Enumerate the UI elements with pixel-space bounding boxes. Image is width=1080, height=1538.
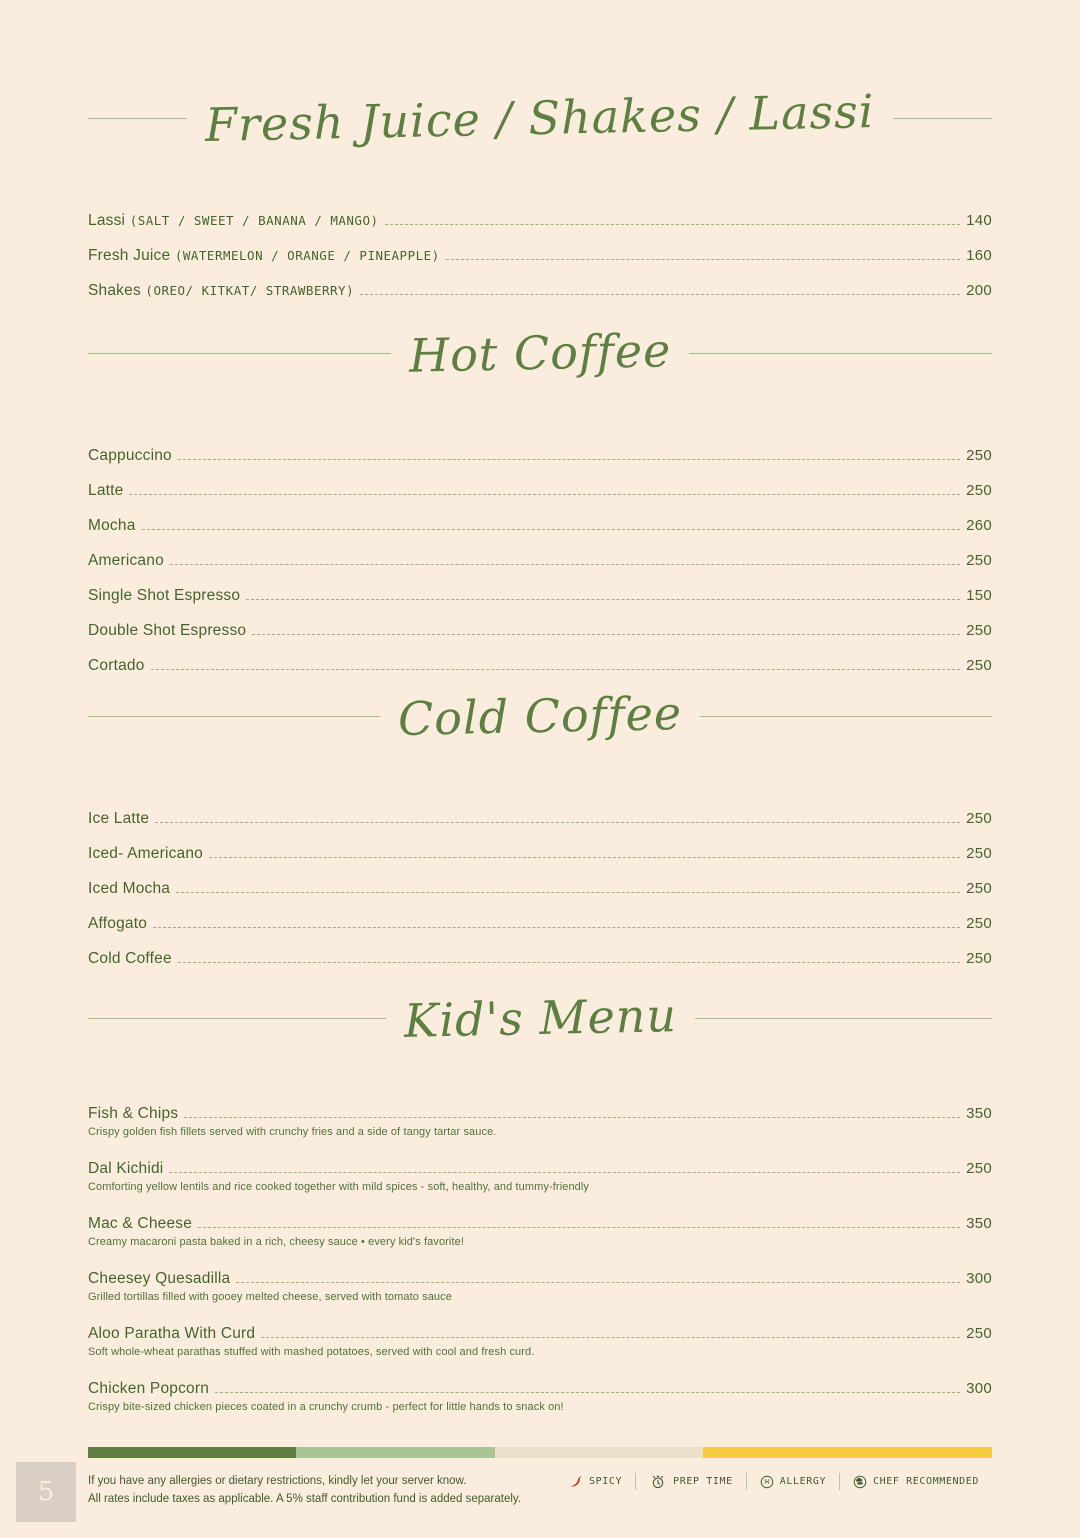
menu-item-name	[88, 282, 354, 300]
menu-item-row	[88, 447, 992, 465]
leader-dots	[176, 891, 960, 893]
menu-item-row	[88, 247, 992, 265]
rule-right	[893, 118, 992, 119]
menu-item-row	[88, 810, 992, 828]
leader-dots	[169, 1171, 960, 1173]
legend-label: PREP TIME	[673, 1476, 733, 1487]
menu-item-price: 350	[966, 1105, 992, 1122]
menu-item-price: 250	[966, 1325, 992, 1342]
menu-item-description: Grilled tortillas filled with gooey melted cheese, served with tomato sauce	[88, 1291, 452, 1303]
menu-item-row	[88, 950, 992, 968]
leader-dots	[129, 493, 960, 495]
legend-label: CHEF RECOMMENDED	[873, 1476, 979, 1487]
leader-dots	[261, 1336, 960, 1338]
menu-item-name: Iced Mocha	[88, 880, 171, 897]
legend-label: SPICY	[589, 1476, 623, 1487]
rule-right	[700, 716, 992, 717]
menu-item-description: Crispy bite-sized chicken pieces coated in a crunchy crumb - perfect for little hands to snack on!	[88, 1401, 564, 1413]
section-title: Kid's Menu	[402, 988, 678, 1048]
menu-item-row	[88, 1325, 992, 1343]
menu-item-block	[88, 1215, 992, 1248]
menu-item-name: Mac & Cheese	[88, 1215, 193, 1232]
menu-item-name: Cold Coffee	[88, 950, 172, 967]
legend-item-spicy	[556, 1475, 635, 1489]
leader-dots	[151, 668, 961, 670]
section-header-kids-menu	[0, 988, 1080, 1048]
menu-item-row	[88, 915, 992, 933]
footer-note	[88, 1472, 521, 1509]
menu-item-name	[88, 212, 379, 230]
menu-item-description: Crispy golden fish fillets served with crunchy fries and a side of tangy tartar sauce.	[88, 1126, 497, 1138]
menu-item-name: Cappuccino	[88, 447, 172, 464]
menu-item-row	[88, 482, 992, 500]
stripe-segment-2	[296, 1447, 495, 1458]
menu-item-price: 250	[966, 880, 992, 897]
page-number: 5	[16, 1462, 76, 1522]
legend-label: ALLERGY	[779, 1476, 827, 1487]
leader-dots	[153, 926, 960, 928]
legend-item-prep-time	[636, 1475, 746, 1489]
menu-item-name	[88, 247, 440, 265]
section-header-hot-coffee	[0, 323, 1080, 383]
section-title: Fresh Juice / Shakes / Lassi	[204, 83, 876, 153]
menu-item-price: 250	[966, 845, 992, 862]
stripe-segment-4	[703, 1447, 992, 1458]
leader-dots	[446, 258, 960, 260]
footer-note-line1: If you have any allergies or dietary restrictions, kindly let your server know.	[88, 1475, 467, 1487]
leader-dots	[385, 223, 961, 225]
section-items-fresh-juice	[0, 212, 1080, 300]
menu-item-name: Cheesey Quesadilla	[88, 1270, 231, 1287]
chef-hat-icon	[853, 1475, 867, 1489]
menu-item-price: 150	[966, 587, 992, 604]
section-title: Hot Coffee	[408, 323, 672, 383]
menu-item-row	[88, 587, 992, 605]
menu-item-price: 200	[966, 282, 992, 299]
item-variants: (WATERMELON / ORANGE / PINEAPPLE)	[174, 248, 440, 263]
menu-item-name: Latte	[88, 482, 124, 499]
clock-icon	[649, 1475, 667, 1489]
leader-dots	[142, 528, 961, 530]
menu-item-price: 300	[966, 1270, 992, 1287]
stripe-segment-3	[495, 1447, 703, 1458]
menu-item-price: 250	[966, 1160, 992, 1177]
menu-item-price: 250	[966, 482, 992, 499]
legend-item-allergy	[747, 1475, 839, 1489]
menu-item-block	[88, 1105, 992, 1138]
item-label: Fresh Juice	[88, 247, 171, 264]
menu-item-row	[88, 212, 992, 230]
leader-dots	[360, 293, 960, 295]
footer-legend	[556, 1473, 992, 1490]
item-variants: (SALT / SWEET / BANANA / MANGO)	[129, 213, 379, 228]
rule-left	[88, 353, 391, 354]
menu-item-row	[88, 1380, 992, 1398]
rule-right	[689, 353, 992, 354]
section-title: Cold Coffee	[397, 686, 683, 746]
leader-dots	[198, 1226, 960, 1228]
menu-item-price: 250	[966, 810, 992, 827]
leader-dots	[178, 458, 960, 460]
menu-item-block	[88, 1325, 992, 1358]
allergy-icon	[760, 1475, 774, 1489]
leader-dots	[236, 1281, 960, 1283]
section-items-kids-menu	[0, 1105, 1080, 1413]
menu-item-row	[88, 880, 992, 898]
stripe-segment-1	[88, 1447, 296, 1458]
menu-item-name: Mocha	[88, 517, 136, 534]
leader-dots	[215, 1391, 960, 1393]
menu-item-row	[88, 622, 992, 640]
menu-item-price: 300	[966, 1380, 992, 1397]
menu-item-price: 250	[966, 915, 992, 932]
menu-item-description: Creamy macaroni pasta baked in a rich, cheesy sauce • every kid's favorite!	[88, 1236, 465, 1248]
menu-item-price: 140	[966, 212, 992, 229]
menu-item-name: Cortado	[88, 657, 145, 674]
leader-dots	[178, 961, 960, 963]
menu-item-price: 250	[966, 950, 992, 967]
leader-dots	[209, 856, 960, 858]
menu-item-row	[88, 1215, 992, 1233]
rule-left	[88, 1018, 386, 1019]
leader-dots	[184, 1116, 960, 1118]
rule-left	[88, 716, 380, 717]
menu-item-name: Single Shot Espresso	[88, 587, 241, 604]
menu-item-row	[88, 1160, 992, 1178]
leader-dots	[170, 563, 960, 565]
menu-item-price: 250	[966, 657, 992, 674]
rule-right	[695, 1018, 993, 1019]
item-label: Lassi	[88, 212, 126, 229]
menu-item-name: Dal Kichidi	[88, 1160, 164, 1177]
legend-item-chef-recommended	[840, 1475, 992, 1489]
menu-item-price: 250	[966, 622, 992, 639]
menu-item-row	[88, 1270, 992, 1288]
menu-item-price: 350	[966, 1215, 992, 1232]
menu-item-name: Aloo Paratha With Curd	[88, 1325, 256, 1342]
menu-item-price: 160	[966, 247, 992, 264]
footer-color-stripe	[88, 1447, 992, 1458]
menu-item-price: 250	[966, 552, 992, 569]
menu-item-name: Ice Latte	[88, 810, 150, 827]
menu-item-name: Affogato	[88, 915, 148, 932]
menu-item-name: Double Shot Espresso	[88, 622, 247, 639]
section-header-fresh-juice	[0, 83, 1080, 153]
menu-item-block	[88, 1270, 992, 1303]
menu-item-row	[88, 845, 992, 863]
leader-dots	[155, 821, 960, 823]
menu-item-name: Chicken Popcorn	[88, 1380, 210, 1397]
item-label: Shakes	[88, 282, 141, 299]
menu-item-name: Americano	[88, 552, 164, 569]
menu-item-description: Soft whole-wheat parathas stuffed with mashed potatoes, served with cool and fresh curd.	[88, 1346, 535, 1358]
section-items-cold-coffee	[0, 810, 1080, 968]
chili-icon	[569, 1475, 583, 1489]
menu-item-price: 250	[966, 447, 992, 464]
leader-dots	[246, 598, 960, 600]
rule-left	[88, 118, 187, 119]
menu-item-row	[88, 517, 992, 535]
menu-item-description: Comforting yellow lentils and rice cooked together with mild spices - soft, healthy, and tummy-friendly	[88, 1181, 590, 1193]
leader-dots	[252, 633, 960, 635]
menu-item-row	[88, 282, 992, 300]
menu-item-block	[88, 1380, 992, 1413]
menu-item-row	[88, 1105, 992, 1123]
menu-item-row	[88, 657, 992, 675]
section-items-hot-coffee	[0, 447, 1080, 675]
menu-item-row	[88, 552, 992, 570]
section-header-cold-coffee	[0, 686, 1080, 746]
menu-item-price: 260	[966, 517, 992, 534]
menu-item-name: Iced- Americano	[88, 845, 203, 862]
menu-item-name: Fish & Chips	[88, 1105, 179, 1122]
item-variants: (OREO/ KITKAT/ STRAWBERRY)	[145, 283, 355, 298]
footer-note-line2: All rates include taxes as applicable. A 5% staff contribution fund is added separately.	[88, 1493, 522, 1506]
menu-item-block	[88, 1160, 992, 1193]
